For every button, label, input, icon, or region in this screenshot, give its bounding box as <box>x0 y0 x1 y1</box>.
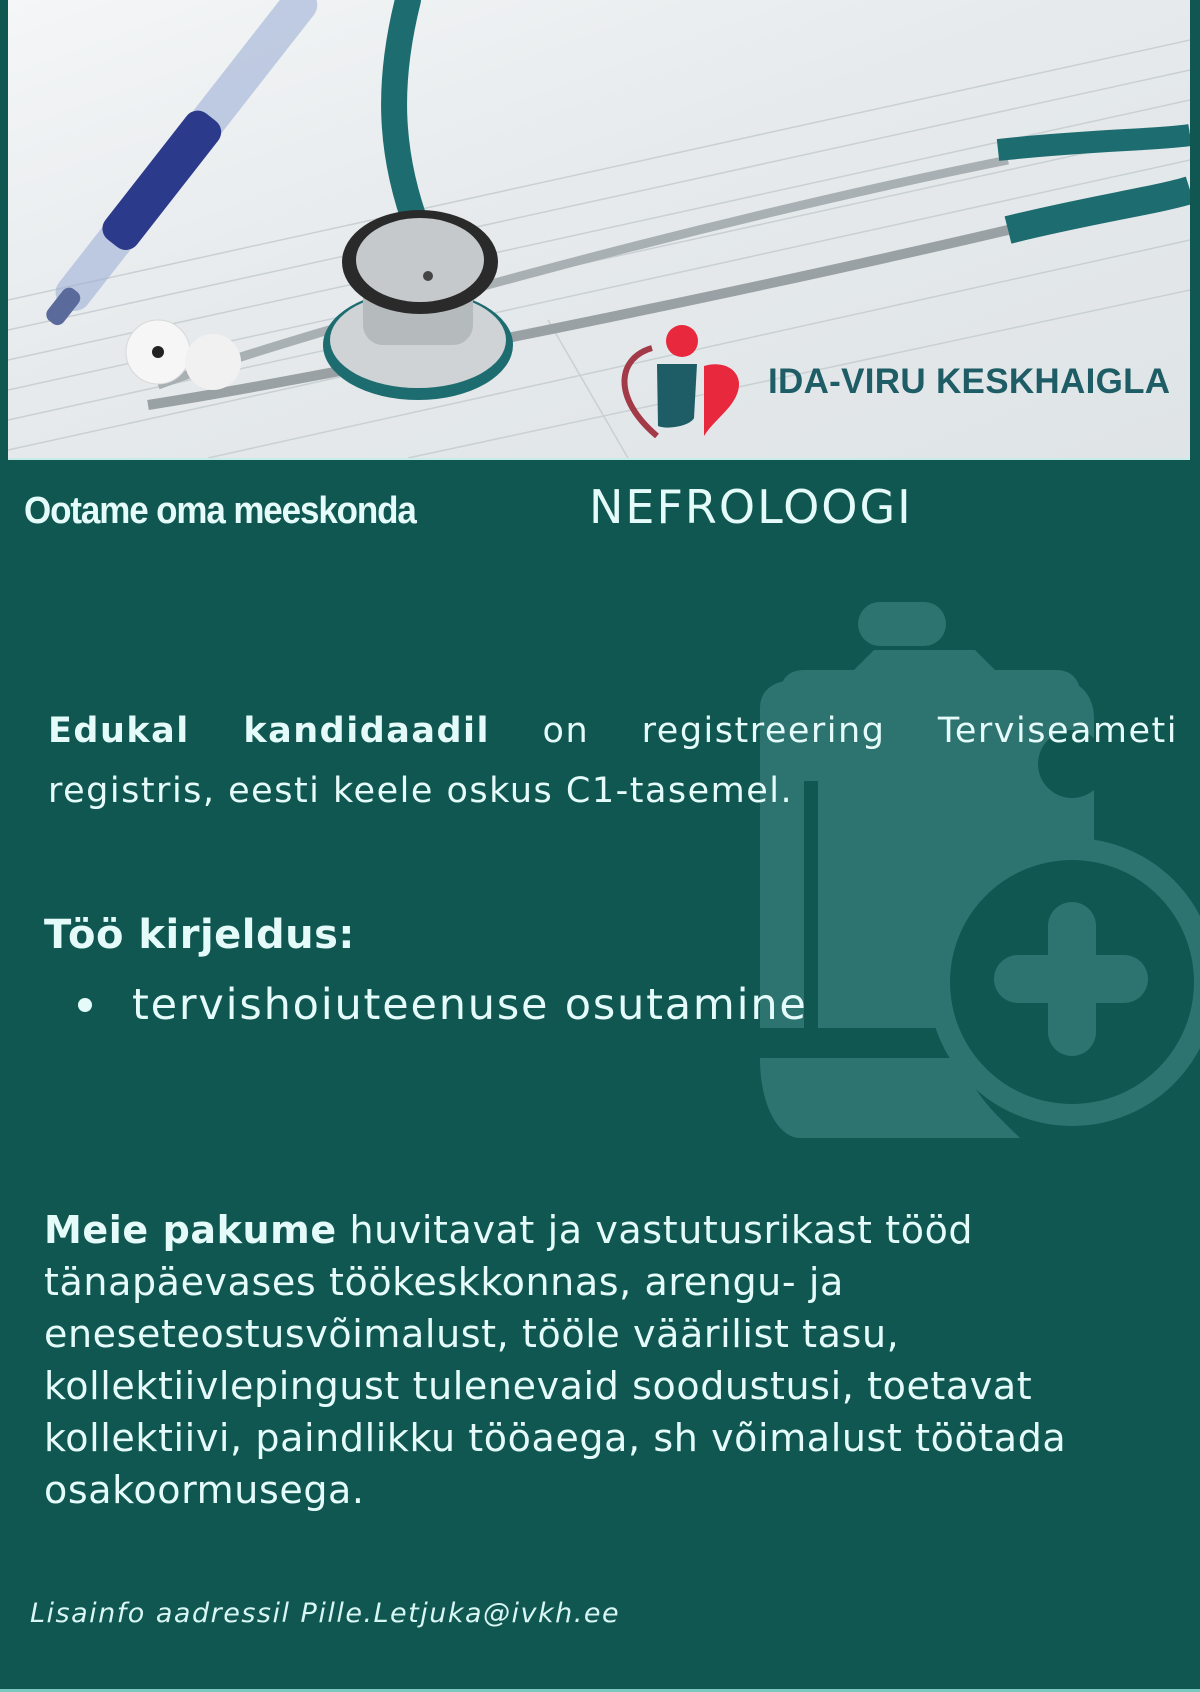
headline-role: NEFROLOOGI <box>589 480 913 534</box>
job-description-title: Töö kirjeldus: <box>44 912 355 958</box>
job-description-item-text: tervishoiuteenuse osutamine <box>132 980 808 1030</box>
headline <box>24 480 913 534</box>
brand-name: IDA-VIRU KESKHAIGLA <box>768 362 1171 401</box>
offer-bold: Meie pakume <box>44 1208 337 1252</box>
requirements-bold: Edukal kandidaadil <box>48 711 491 751</box>
job-description-item <box>78 980 808 1030</box>
ida-viru-keskhaigla-logo-icon <box>612 318 742 438</box>
headline-lead: Ootame oma meeskonda <box>24 490 416 532</box>
requirements-paragraph <box>48 701 1178 821</box>
left-accent-strip <box>0 0 8 290</box>
offer-text: huvitavat ja vastutusrikast tööd tänapäevases töökeskkonnas, arengu- ja eneseteostusvõimalust, tööle väärilist tasu, kollektiivlepingust tulenevaid soodustusi, toetavat kollektiivi, paindlikku tööaega, sh võimalust töötada osakoormusega. <box>44 1208 1067 1512</box>
bullet-icon <box>78 998 92 1012</box>
requirements-text: on registreering Terviseameti registris, eesti keele oskus C1-tasemel. <box>48 711 1179 811</box>
offer-paragraph <box>44 1204 1174 1516</box>
job-description-list <box>78 980 808 1030</box>
contact-info[interactable]: Lisainfo aadressil Pille.Letjuka@ivkh.ee <box>30 1598 621 1629</box>
medical-clipboard-plus-icon <box>760 598 1200 1138</box>
